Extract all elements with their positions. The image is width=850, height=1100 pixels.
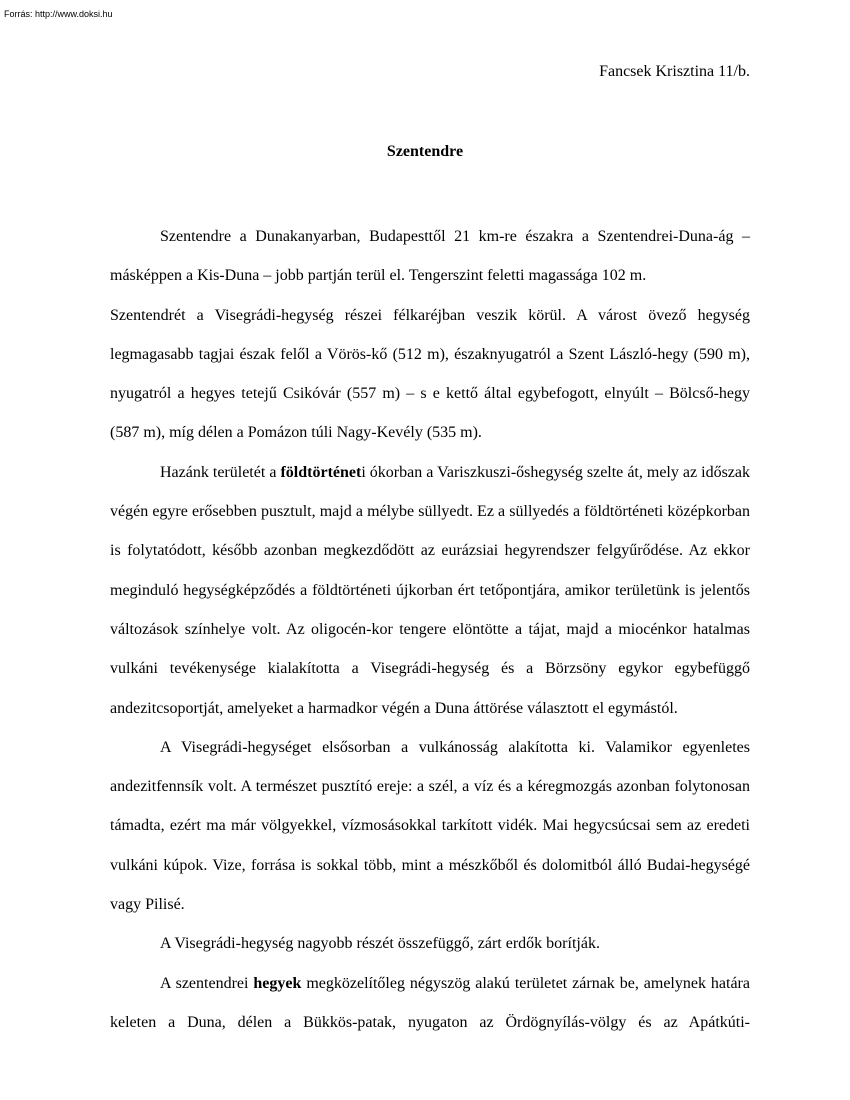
source-label: Forrás: http://www.doksi.hu [4,9,113,19]
bold-term-hegyek: hegyek [253,974,302,992]
paragraph-4: A Visegrádi-hegységet elsősorban a vulkánosság alakította ki. Valamikor egyenletes andezitfennsík volt. A természet pusztító ereje: a szél, a víz és a kéregmozgás azonban folytonosan támadta, ezért ma már völgyekkel, vízmosásokkal tarkított vidék. Mai hegycsúcsai sem az eredeti vulkáni kúpok. Vize, forrása is sokkal több, mint a mészkőből és dolomitból álló Budai-hegységé vagy Pilisé. [110,738,750,914]
paragraph-3 [110,453,750,728]
paragraph-2: Szentendrét a Visegrádi-hegység részei félkaréjban veszik körül. A várost övező hegység legmagasabb tagjai észak felől a Vörös-kő (512 m), északnyugatról a Szent László-hegy (590 m), nyugatról a hegyes tetejű Csikóvár (557 m) – s e kettő által egybefogott, elnyúlt – Bölcső-hegy (587 m), míg délen a Pomázon túli Nagy-Kevély (535 m). [110,306,750,442]
author-line: Fancsek Krisztina 11/b. [599,63,750,80]
paragraph-6 [110,964,750,1043]
page-title: Szentendre [386,143,464,160]
paragraph-3-rest: i ókorban a Variszkuszi-őshegység szelte át, mely az időszak végén egyre erősebben pusztult, majd a mélybe süllyedt. Ez a süllyedés a földtörténeti középkorban is folytatódott, később azonban megkezdődött az eurázsiai hegyrendszer felgyűrődése. Az ekkor meginduló hegységképződés a földtörténeti újkorban ért tetőpontjára, amikor területünk is jelentős változások színhelye volt. Az oligocén-kor tengere elöntötte a tájat, majd a miocénkor hatalmas vulkáni tevékenysége kialakította a Visegrádi-hegység és a Börzsöny egykor egybefüggő andezitcsoportját, amelyeket a harmadkor végén a Duna áttörése választott el egymástól. [110,463,751,717]
paragraph-5: A Visegrádi-hegység nagyobb részét összefüggő, zárt erdők borítják. [160,935,600,953]
bold-term-foldtortenet: földtörténet [280,463,362,481]
paragraph-3-lead: Hazánk területét a [160,463,281,481]
paragraph-6-rest: megközelítőleg négyszög alakú területet zárnak be, amelynek határa keleten a Duna, délen a Bükkös-patak, nyugaton az Ördögnyílás-völgy és az Apátkúti- [110,974,750,1031]
paragraph-1: Szentendre a Dunakanyarban, Budapesttől 21 km-re északra a Szentendrei-Duna-ág – másképpen a Kis-Duna – jobb partján terül el. Tengerszint feletti magassága 102 m. [110,228,750,285]
document-body [110,217,750,1042]
paragraph-6-lead: A szentendrei [160,974,254,992]
